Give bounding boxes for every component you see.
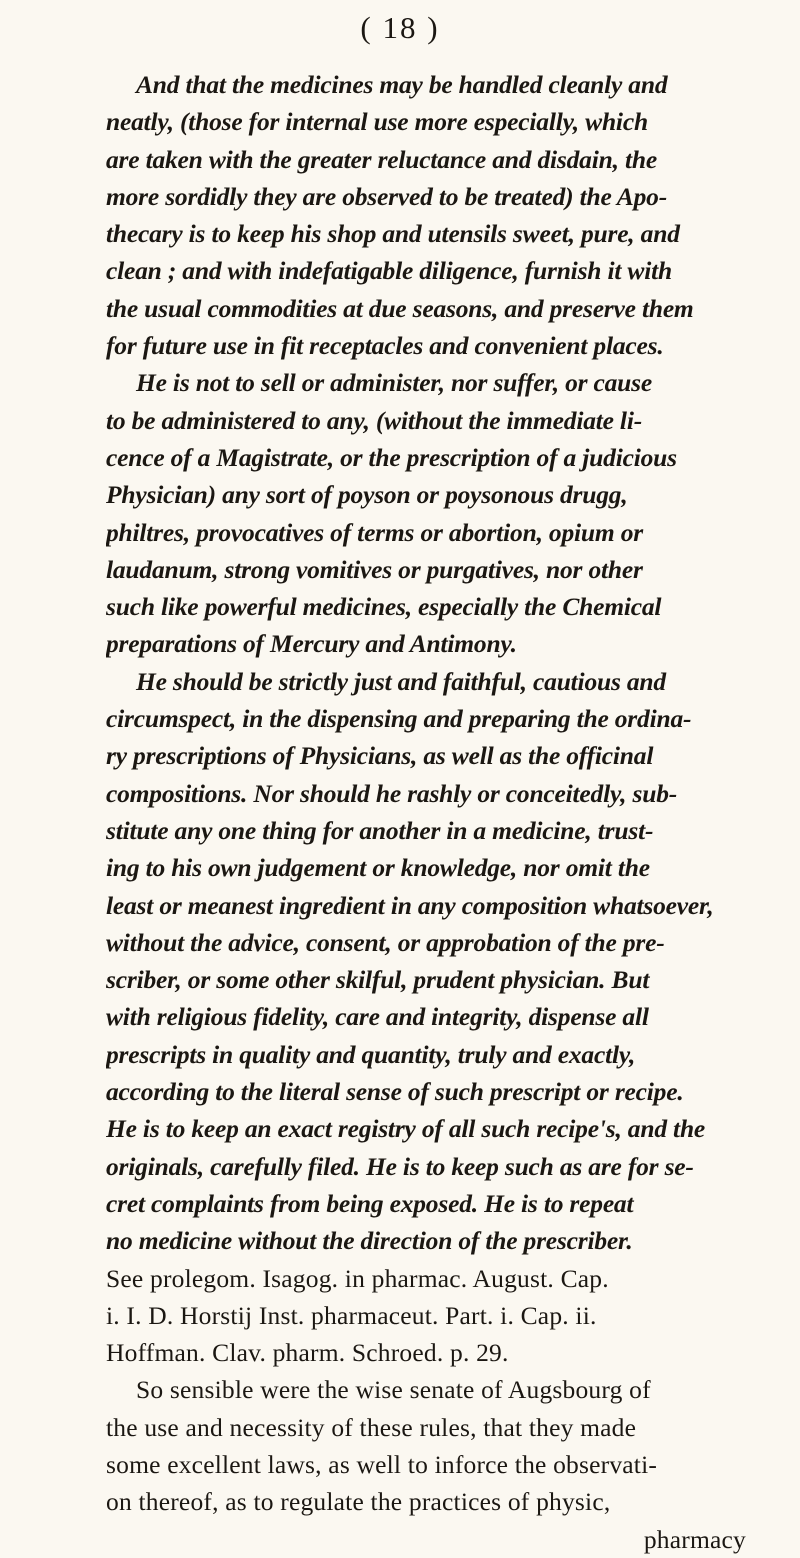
- line-text: originals, carefully filed. He is to keep such as are for se-: [106, 1151, 694, 1181]
- text-line: [106, 476, 746, 513]
- line-text: stitute any one thing for another in a medicine, trust-: [106, 815, 654, 845]
- line-text: such like powerful medicines, especially the Chemical: [106, 592, 662, 622]
- text-line: [106, 439, 746, 476]
- line-text: with religious fidelity, care and integrity, dispense all: [106, 1002, 649, 1032]
- text-line: [106, 1409, 746, 1446]
- text-line: [106, 1334, 746, 1371]
- line-text: more sordidly they are observed to be treated) the Apo-: [106, 181, 667, 211]
- line-text: for future use in fit receptacles and convenient places.: [106, 331, 664, 361]
- text-line: [106, 663, 746, 700]
- line-text: preparations of Mercury and Antimony.: [106, 629, 517, 659]
- line-text: circumspect, in the dispensing and preparing the ordina-: [106, 704, 692, 734]
- line-text: So sensible were the wise senate of Augsbourg of: [136, 1375, 651, 1405]
- line-text: ry prescriptions of Physicians, as well as the officinal: [106, 741, 654, 771]
- line-text: i. I. D. Horstij Inst. pharmaceut. Part. i. Cap. ii.: [106, 1300, 597, 1330]
- text-line: [106, 1110, 746, 1147]
- line-text: prescripts in quality and quantity, truly and exactly,: [106, 1039, 636, 1069]
- text-line: [106, 625, 746, 662]
- text-line: [106, 924, 746, 961]
- text-line: [106, 364, 746, 401]
- text-line: [106, 252, 746, 289]
- line-text: cence of a Magistrate, or the prescription of a judicious: [106, 442, 677, 472]
- line-text: are taken with the greater reluctance and disdain, the: [106, 144, 657, 174]
- line-text: thecary is to keep his shop and utensils sweet, pure, and: [106, 219, 680, 249]
- line-text: least or meanest ingredient in any composition whatsoever,: [106, 890, 714, 920]
- text-line: [106, 141, 746, 178]
- line-text: ing to his own judgement or knowledge, nor omit the: [106, 853, 650, 883]
- text-line: [106, 290, 746, 327]
- text-line: [106, 1148, 746, 1185]
- text-line: [106, 1222, 746, 1259]
- line-text: See prolegom. Isagog. in pharmac. August. Cap.: [106, 1263, 609, 1293]
- text-line: [106, 103, 746, 140]
- line-text: neatly, (those for internal use more especially, which: [106, 107, 648, 137]
- line-text: Hoffman. Clav. pharm. Schroed. p. 29.: [106, 1338, 509, 1368]
- body-text: [106, 66, 746, 1558]
- line-text: And that the medicines may be handled cleanly and: [136, 70, 668, 99]
- text-line: [106, 775, 746, 812]
- text-line: [106, 1483, 746, 1520]
- line-text: He is to keep an exact registry of all such recipe's, and the: [106, 1114, 706, 1144]
- text-line: [106, 1185, 746, 1222]
- text-line: [106, 327, 746, 364]
- line-text: some excellent laws, as well to inforce the observati-: [106, 1449, 658, 1479]
- text-line: [106, 66, 746, 103]
- text-line: [106, 402, 746, 439]
- text-line: [106, 700, 746, 737]
- text-line: [106, 1446, 746, 1483]
- line-text: He is not to sell or administer, nor suffer, or cause: [136, 368, 653, 398]
- catchword: pharmacy: [643, 1524, 746, 1554]
- text-line: [106, 1371, 746, 1408]
- line-text: compositions. Nor should he rashly or conceitedly, sub-: [106, 778, 678, 808]
- line-text: no medicine without the direction of the prescriber.: [106, 1226, 633, 1256]
- text-line: [106, 849, 746, 886]
- text-line: [106, 887, 746, 924]
- line-text: clean ; and with indefatigable diligence, furnish it with: [106, 256, 672, 286]
- text-line: [106, 1521, 746, 1558]
- line-text: He should be strictly just and faithful, cautious and: [136, 666, 666, 696]
- text-line: [106, 588, 746, 625]
- line-text: scriber, or some other skilful, prudent physician. But: [106, 965, 650, 995]
- text-line: [106, 961, 746, 998]
- text-line: [106, 514, 746, 551]
- text-line: [106, 178, 746, 215]
- text-line: [106, 737, 746, 774]
- text-line: [106, 998, 746, 1035]
- text-line: [106, 215, 746, 252]
- line-text: laudanum, strong vomitives or purgatives, nor other: [106, 554, 643, 584]
- text-line: [106, 1073, 746, 1110]
- line-text: Physician) any sort of poyson or poysonous drugg,: [106, 480, 628, 510]
- line-text: philtres, provocatives of terms or abortion, opium or: [106, 517, 643, 547]
- text-line: [106, 1260, 746, 1297]
- line-text: cret complaints from being exposed. He is to repeat: [106, 1188, 634, 1218]
- line-text: to be administered to any, (without the immediate li-: [106, 405, 642, 435]
- line-text: on thereof, as to regulate the practices of physic,: [106, 1487, 611, 1517]
- line-text: the use and necessity of these rules, that they made: [106, 1412, 637, 1442]
- text-line: [106, 812, 746, 849]
- line-text: the usual commodities at due seasons, and preserve them: [106, 293, 694, 323]
- text-line: [106, 1036, 746, 1073]
- text-line: [106, 551, 746, 588]
- text-line: [106, 1297, 746, 1334]
- line-text: without the advice, consent, or approbation of the pre-: [106, 927, 665, 957]
- page-number: ( 18 ): [360, 10, 440, 45]
- line-text: according to the literal sense of such prescript or recipe.: [106, 1077, 684, 1107]
